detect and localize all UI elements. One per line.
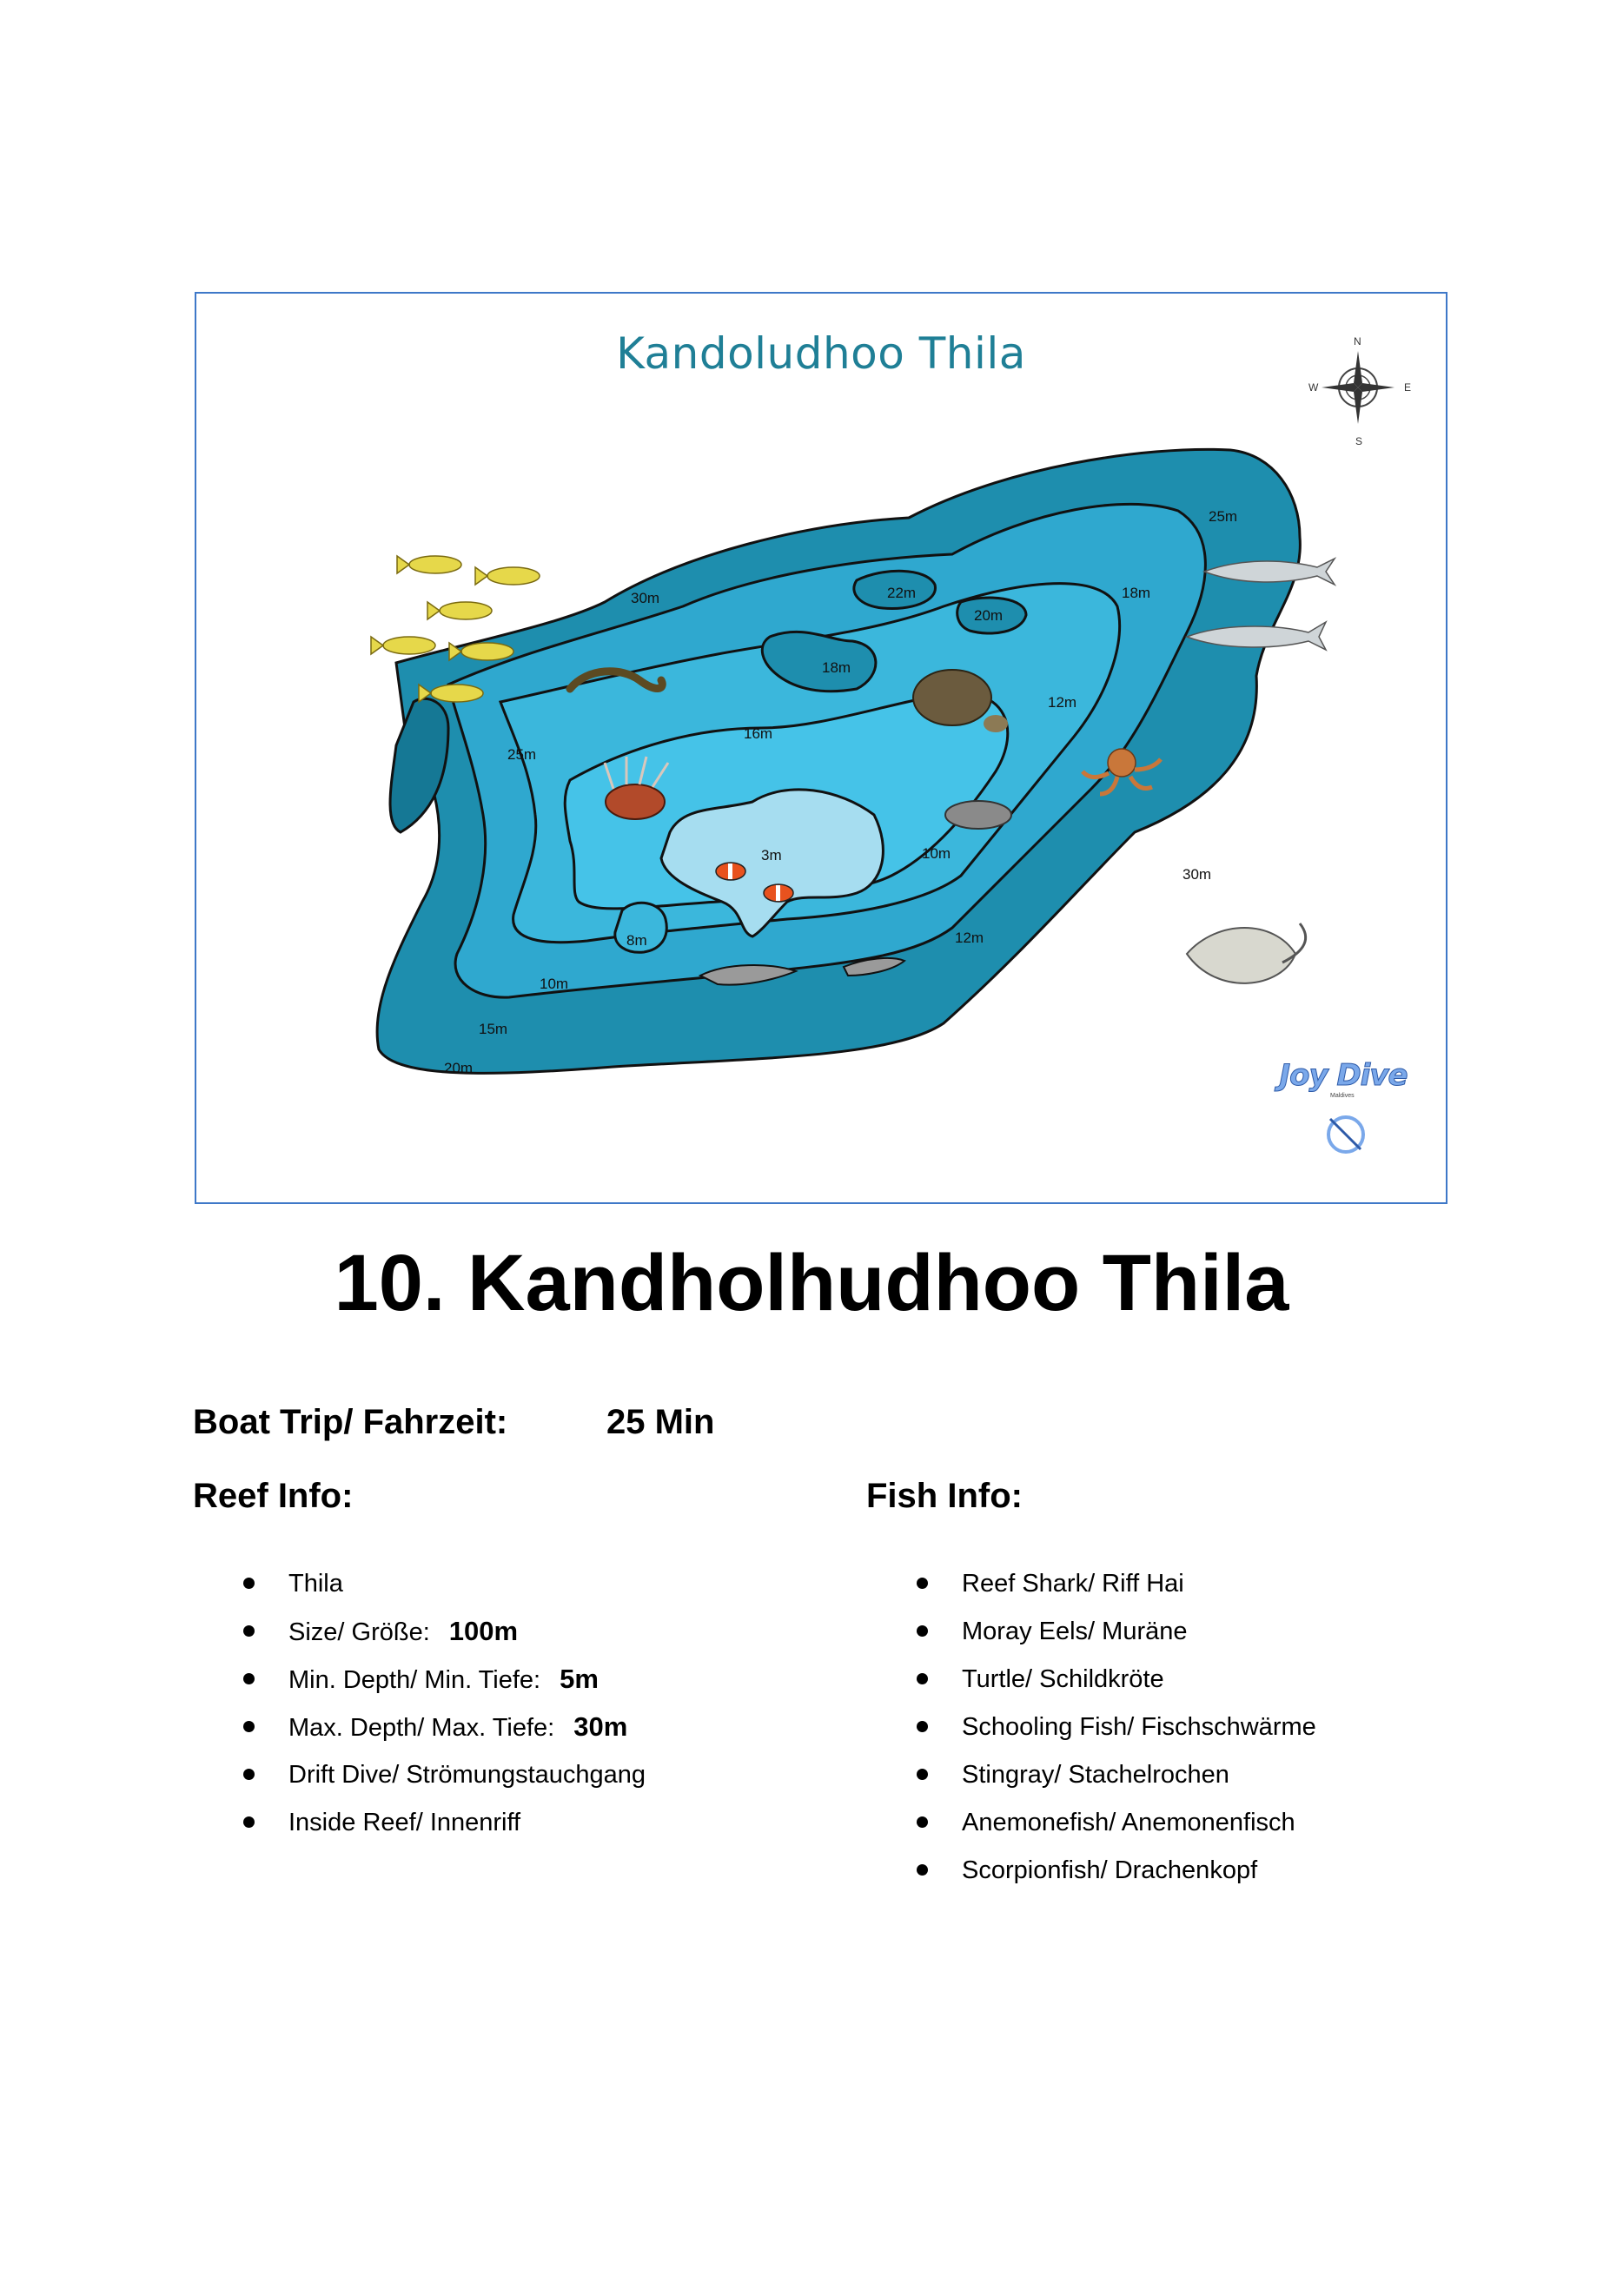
fish-item-text: Turtle/ Schildkröte xyxy=(962,1665,1164,1693)
depth-label: 16m xyxy=(744,725,773,742)
bullet-icon xyxy=(917,1673,928,1684)
reef-item-value: 5m xyxy=(560,1664,599,1694)
list-item xyxy=(917,1760,1316,1808)
logo-sub: Maldives xyxy=(1330,1093,1355,1099)
list-item xyxy=(917,1856,1316,1903)
fish-item-text: Stingray/ Stachelrochen xyxy=(962,1761,1229,1789)
depth-label: 12m xyxy=(955,930,984,946)
depth-label: 18m xyxy=(822,659,851,676)
depth-label: 20m xyxy=(974,607,1004,624)
reef-item-text: Thila xyxy=(288,1570,343,1598)
depth-label: 22m xyxy=(887,585,917,601)
list-item xyxy=(917,1569,1316,1617)
fish-item-text: Reef Shark/ Riff Hai xyxy=(962,1570,1184,1598)
reef-item-text: Min. Depth/ Min. Tiefe: xyxy=(288,1666,541,1694)
fish-info-list xyxy=(917,1569,1316,1903)
reef-item-text: Max. Depth/ Max. Tiefe: xyxy=(288,1714,555,1742)
reef-item-value: 100m xyxy=(448,1616,519,1646)
bullet-icon xyxy=(243,1721,255,1732)
depth-label: 30m xyxy=(631,590,660,606)
list-item xyxy=(917,1617,1316,1664)
bullet-icon xyxy=(243,1769,255,1780)
boat-trip-label: Boat Trip/ Fahrzeit: xyxy=(193,1403,508,1441)
reef-info-heading: Reef Info: xyxy=(193,1477,354,1515)
diver-logo-icon xyxy=(1278,1058,1408,1171)
map-title: Kandoludhoo Thila xyxy=(616,328,1026,379)
bullet-icon xyxy=(917,1721,928,1732)
compass-west: W xyxy=(1308,381,1319,394)
bullet-icon xyxy=(243,1578,255,1589)
logo-name: Joy Dive xyxy=(1279,1058,1408,1093)
depth-label: 3m xyxy=(761,847,782,863)
reef-map-graphic xyxy=(196,294,1446,1202)
joy-dive-logo xyxy=(1278,1058,1408,1171)
compass-south: S xyxy=(1355,435,1363,447)
bullet-icon xyxy=(917,1816,928,1828)
depth-label: 12m xyxy=(1048,694,1077,711)
stingray-icon xyxy=(1187,923,1306,983)
compass-north: N xyxy=(1354,335,1361,347)
depth-label: 8m xyxy=(626,932,647,949)
list-item xyxy=(243,1808,646,1856)
list-item xyxy=(243,1617,646,1664)
depth-label: 10m xyxy=(922,845,951,862)
list-item xyxy=(243,1569,646,1617)
boat-trip-value: 25 Min xyxy=(606,1403,715,1441)
list-item xyxy=(243,1760,646,1808)
list-item xyxy=(243,1712,646,1760)
depth-label: 25m xyxy=(507,746,537,763)
fish-item-text: Moray Eels/ Muräne xyxy=(962,1618,1188,1645)
list-item xyxy=(917,1712,1316,1760)
dive-site-map xyxy=(195,292,1447,1204)
fish-item-text: Anemonefish/ Anemonenfisch xyxy=(962,1809,1295,1836)
depth-label: 20m xyxy=(444,1060,474,1076)
compass-east: E xyxy=(1404,381,1412,394)
reef-item-text: Drift Dive/ Strömungstauchgang xyxy=(288,1761,646,1789)
reef-item-value: 30m xyxy=(573,1711,628,1742)
list-item xyxy=(917,1664,1316,1712)
fish-item-text: Schooling Fish/ Fischschwärme xyxy=(962,1713,1316,1741)
bullet-icon xyxy=(243,1816,255,1828)
list-item xyxy=(917,1808,1316,1856)
depth-label: 25m xyxy=(1209,508,1238,525)
fish-item-text: Scorpionfish/ Drachenkopf xyxy=(962,1856,1258,1884)
page-title: 10. Kandholhudhoo Thila xyxy=(334,1239,1289,1327)
bullet-icon xyxy=(917,1625,928,1637)
depth-label: 10m xyxy=(540,976,569,992)
compass-icon xyxy=(1308,335,1413,448)
fish-info-heading: Fish Info: xyxy=(866,1477,1023,1515)
bullet-icon xyxy=(917,1864,928,1876)
compass-rose xyxy=(1308,335,1413,448)
reef-info-list xyxy=(243,1569,646,1856)
depth-label: 30m xyxy=(1182,866,1212,883)
scorpionfish-icon xyxy=(945,801,1011,829)
bullet-icon xyxy=(917,1769,928,1780)
bullet-icon xyxy=(243,1673,255,1684)
bullet-icon xyxy=(917,1578,928,1589)
depth-label: 18m xyxy=(1122,585,1151,601)
reef-item-text: Size/ Größe: xyxy=(288,1618,430,1646)
bullet-icon xyxy=(243,1625,255,1637)
depth-label: 15m xyxy=(479,1021,508,1037)
reef-item-text: Inside Reef/ Innenriff xyxy=(288,1809,521,1836)
list-item xyxy=(243,1664,646,1712)
